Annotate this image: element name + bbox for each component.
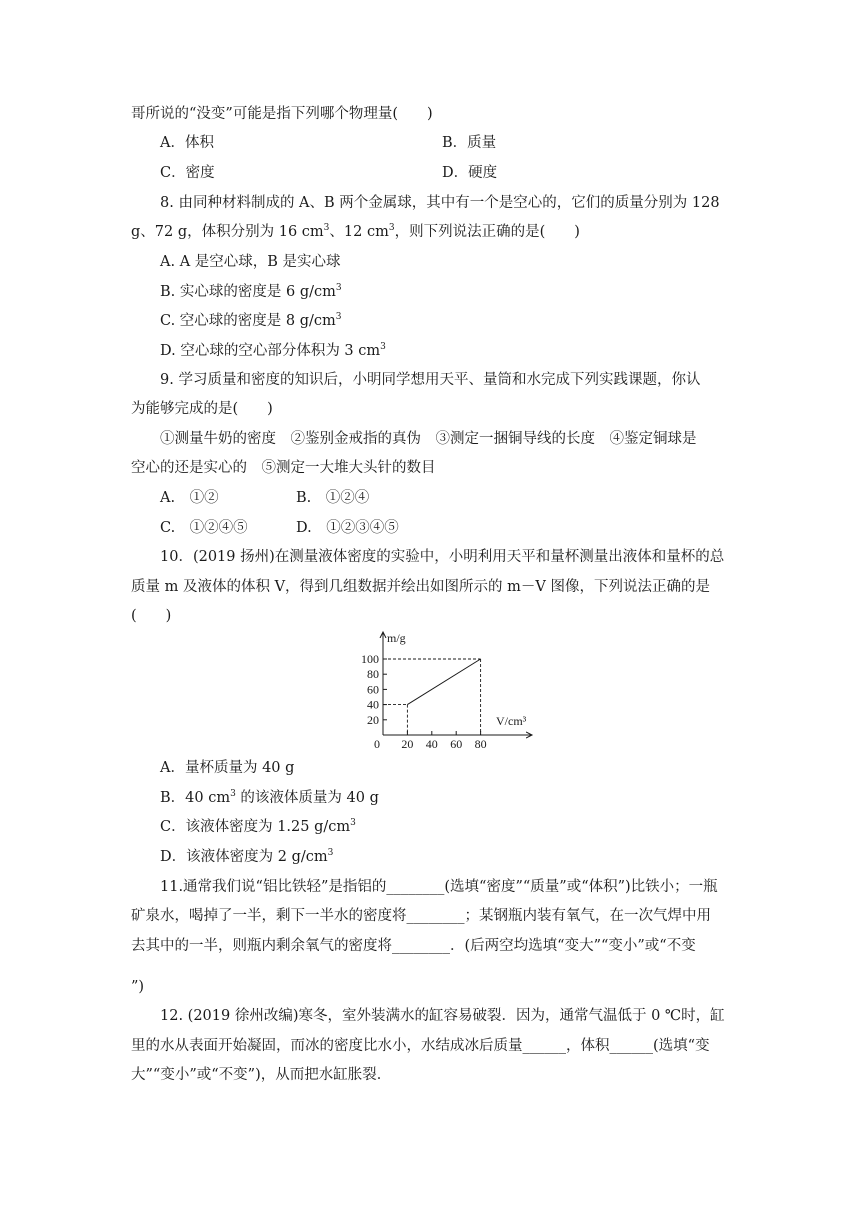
q9-tasks-line2: 空心的还是实心的 ⑤测定一大堆大头针的数目 <box>131 460 436 476</box>
data-line <box>407 659 480 705</box>
x-axis-label: V/cm³ <box>496 714 527 728</box>
q8-option-c: C. 空心球的密度是 8 $g/cm^3$ <box>160 312 342 329</box>
q11-line4: ”) <box>131 979 145 995</box>
q10-option-a: A．量杯质量为 40 g <box>160 760 295 776</box>
q8-option-a: A. A 是空心球，B 是实心球 <box>160 254 341 270</box>
q9-option-c: C. ①②④⑤ <box>160 520 248 536</box>
q9-option-b: B. ①②④ <box>296 490 370 506</box>
q10-option-b: B．40 $cm^3$ 的该液体质量为 40 g <box>160 789 379 806</box>
y-tick-label: 100 <box>361 652 379 666</box>
q7-option-a: A．体积 <box>160 135 214 151</box>
x-tick-label: 80 <box>474 737 487 751</box>
y-tick-label: 20 <box>367 712 379 727</box>
q10-stem-line3: ( ) <box>131 608 172 624</box>
q9-stem-line2: 为能够完成的是( ) <box>131 401 273 417</box>
q11-line3: 去其中的一半，则瓶内剩余氧气的密度将________．(后两空均选填“变大”“变小”或“不变 <box>131 938 696 954</box>
q9-option-d: D. ①②③④⑤ <box>296 520 399 536</box>
q12-line1: 12. (2019 徐州改编)寒冬，室外装满水的缸容易破裂．因为，通常气温低于 0 ℃时，缸 <box>160 1008 725 1024</box>
q11-line1: 11.通常我们说“铝比铁轻”是指铝的________(选填“密度”“质量”或“体积”)比铁小；一瓶 <box>160 879 718 895</box>
q7-option-c: C．密度 <box>160 165 215 181</box>
q7-option-d: D．硬度 <box>442 165 498 181</box>
q8-option-b: B. 实心球的密度是 6 $g/cm^3$ <box>160 283 342 300</box>
q8-stem-line2: g、72 g，体积分别为 16 $cm^3$、12 $cm^3$，则下列说法正确的是( ) <box>131 223 580 240</box>
y-axis-label: m/g <box>387 631 406 645</box>
q7-stem-tail: 哥所说的“没变”可能是指下列哪个物理量( ) <box>131 106 433 122</box>
x-tick-label: 40 <box>425 737 438 751</box>
x-tick-label: 60 <box>450 737 463 751</box>
y-tick-label: 80 <box>367 667 379 682</box>
q7-option-b: B．质量 <box>442 135 497 151</box>
q8-option-d: D. 空心球的空心部分体积为 3 $cm^3$ <box>160 342 386 359</box>
y-tick-label: 60 <box>367 682 379 697</box>
q10-stem-line2: 质量 m 及液体的体积 V，得到几组数据并绘出如图所示的 m－V 图像，下列说法正确的是 <box>131 579 710 595</box>
q10-stem-line1: 10．(2019 扬州)在测量液体密度的实验中，小明利用天平和量杯测量出液体和量杯的总 <box>160 549 725 565</box>
origin-label: 0 <box>374 737 380 751</box>
q9-stem-line1: 9. 学习质量和密度的知识后，小明同学想用天平、量筒和水完成下列实践课题，你认 <box>160 372 701 388</box>
x-tick-label: 20 <box>401 737 414 751</box>
q9-tasks-line1: ①测量牛奶的密度 ②鉴别金戒指的真伪 ③测定一捆铜导线的长度 ④鉴定铜球是 <box>160 431 697 447</box>
q11-line2: 矿泉水，喝掉了一半，剩下一半水的密度将________；某钢瓶内装有氧气，在一次气焊中用 <box>131 908 711 924</box>
q9-option-a: A. ①② <box>160 490 219 506</box>
q10-option-c: C．该液体密度为 1.25 $g/cm^3$ <box>160 818 356 835</box>
q12-line2: 里的水从表面开始凝固，而冰的密度比水小，水结成冰后质量______，体积______(选填“变 <box>131 1038 710 1054</box>
q12-line3: 大”“变小”或“不变”)，从而把水缸胀裂． <box>131 1067 392 1083</box>
q10-option-d: D．该液体密度为 2 $g/cm^3$ <box>160 848 334 865</box>
m-v-graph <box>360 628 540 753</box>
y-tick-label: 40 <box>367 697 379 712</box>
q8-stem-line1: 8. 由同种材料制成的 A、B 两个金属球，其中有一个是空心的，它们的质量分别为 128 <box>160 195 720 211</box>
